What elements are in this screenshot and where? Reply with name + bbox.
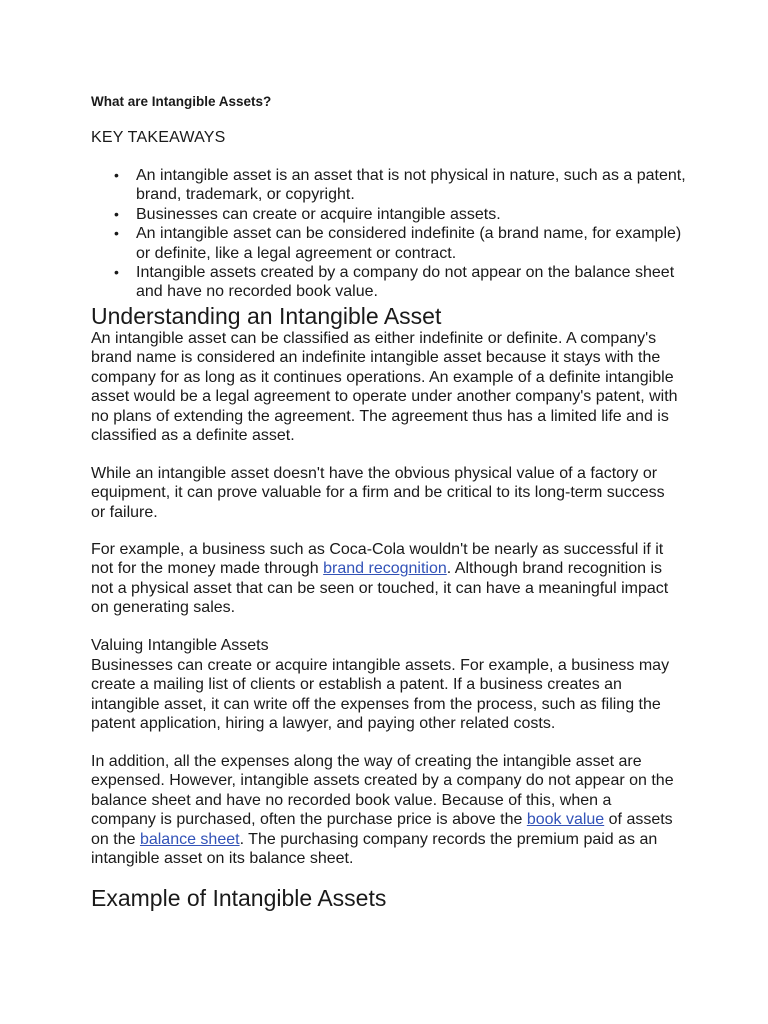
valuing-heading: Valuing Intangible Assets <box>91 637 269 654</box>
paragraph-classification: An intangible asset can be classified as either indefinite or definite. A company's brand name is considered an indefinite intangible asset because it stays with the company for as long as it continues operations. An example of a definite intangible asset would be a legal agreement to operate under another company's patent, with no plans of extending the agreement. The agreement thus has a limited life and is classified as a definite asset. <box>91 330 678 445</box>
example-heading: Example of Intangible Assets <box>91 885 387 911</box>
paragraph-physical-value: While an intangible asset doesn't have the obvious physical value of a factory or equipment, it can prove valuable for a firm and be critical to its long-term success or failure. <box>91 465 665 521</box>
paragraph-text: In addition, all the expenses along the way of creating the intangible asset are expensed. However, intangible assets created by a company do not appear on the balance sheet and have no recorded book value. Because of this, when a company is purchased, often the purchase price is above the <box>91 753 674 829</box>
understanding-heading: Understanding an Intangible Asset <box>91 303 442 329</box>
takeaways-list <box>91 166 696 302</box>
paragraph-text: For example, a business such as Coca-Cola wouldn't be nearly as successful if it not for the money made through <box>91 541 664 578</box>
paragraph-text: of assets on the <box>91 811 673 848</box>
paragraph-text: . The purchasing company records the premium paid as an intangible asset on its balance sheet. <box>91 830 658 868</box>
list-item: • An intangible asset can be considered indefinite (a brand name, for example) or definite, like a legal agreement or contract. <box>136 224 696 263</box>
paragraph-text: . Although brand recognition is not a physical asset that can be seen or touched, it can have a meaningful impact on generating sales. <box>91 560 669 617</box>
balance-sheet-link[interactable]: balance sheet <box>139 830 240 848</box>
paragraph-expenses <box>91 752 679 868</box>
book-value-link[interactable]: book value <box>526 811 605 829</box>
key-takeaways-heading: KEY TAKEAWAYS <box>91 129 226 146</box>
brand-recognition-link[interactable]: brand recognition <box>323 560 447 578</box>
list-item: • Intangible assets created by a company do not appear on the balance sheet and have no recorded book value. <box>136 263 696 302</box>
list-item: • An intangible asset is an asset that is not physical in nature, such as a patent, brand, trademark, or copyright. <box>136 166 696 205</box>
paragraph-coca-cola-example <box>91 540 679 618</box>
question-heading: What are Intangible Assets? <box>91 94 272 109</box>
list-item: • Businesses can create or acquire intangible assets. <box>136 205 696 224</box>
paragraph-create-acquire: Businesses can create or acquire intangible assets. For example, a business may create a mailing list of clients or establish a patent. If a business creates an intangible asset, it can write off the expenses from the process, such as filing the patent application, hiring a lawyer, and paying other related costs. <box>91 657 670 733</box>
